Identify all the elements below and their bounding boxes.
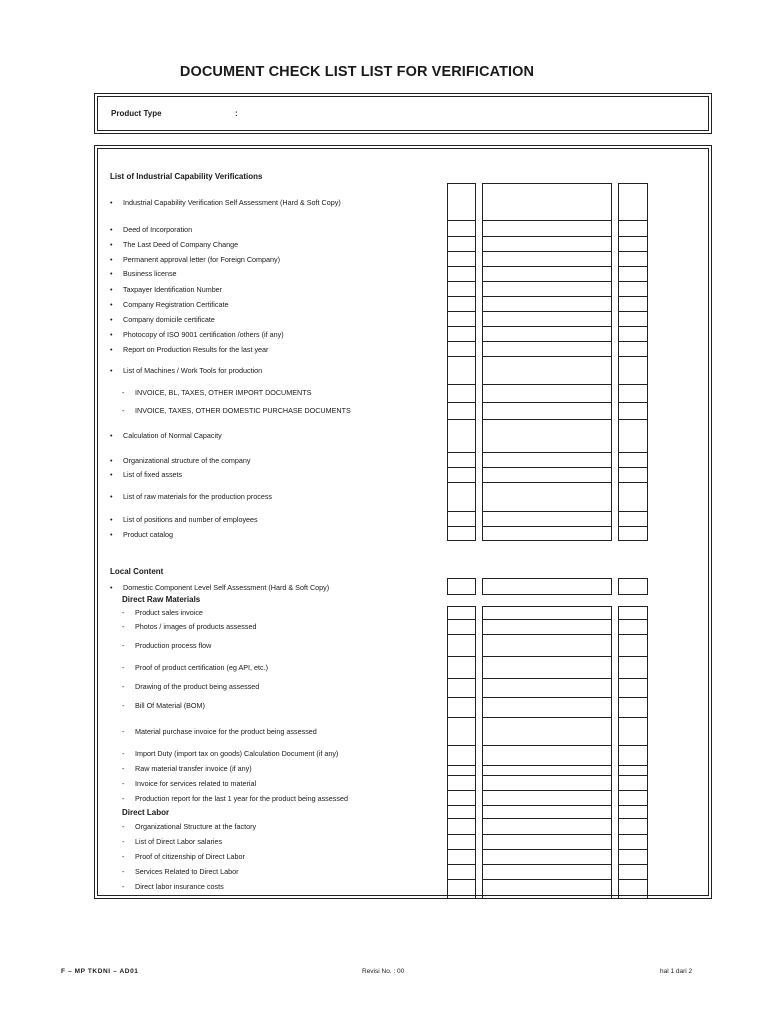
checkbox-row-divider bbox=[447, 341, 476, 342]
checkbox-row-divider bbox=[482, 678, 612, 679]
checkbox-row-divider bbox=[618, 619, 648, 620]
checkbox-row-divider bbox=[618, 266, 648, 267]
checkbox-row-divider bbox=[447, 849, 476, 850]
checklist-item bbox=[110, 255, 280, 264]
checkbox-row-divider bbox=[618, 790, 648, 791]
item-text: List of fixed assets bbox=[123, 470, 183, 479]
checklist-subitem bbox=[122, 794, 348, 803]
checklist-item bbox=[110, 583, 329, 592]
checkbox-row-divider bbox=[447, 482, 476, 483]
checkbox-row-divider bbox=[482, 656, 612, 657]
checkbox-row-divider bbox=[618, 236, 648, 237]
checkbox-row-divider bbox=[447, 656, 476, 657]
checklist-item bbox=[110, 492, 272, 501]
checkbox-row-divider bbox=[447, 805, 476, 806]
item-text: List of raw materials for the production process bbox=[123, 492, 273, 501]
checklist-subitem bbox=[122, 641, 211, 650]
checkbox-row-divider bbox=[482, 467, 612, 468]
bullet-marker: • bbox=[110, 530, 113, 539]
checkbox-row-divider bbox=[618, 341, 648, 342]
bullet-marker: • bbox=[110, 456, 113, 465]
item-text: Company domicile certificate bbox=[123, 315, 215, 324]
checklist-subitem bbox=[122, 852, 245, 861]
dash-marker: - bbox=[122, 388, 125, 397]
checkbox-row-divider bbox=[618, 879, 648, 880]
checkbox-row-divider bbox=[447, 251, 476, 252]
checkbox-row-divider bbox=[482, 697, 612, 698]
checkbox-row-divider bbox=[482, 419, 612, 420]
bullet-marker: • bbox=[110, 240, 113, 249]
checkbox-row-divider bbox=[447, 790, 476, 791]
item-text: The Last Deed of Company Change bbox=[123, 240, 239, 249]
dash-marker: - bbox=[122, 852, 125, 861]
item-text: Material purchase invoice for the product being assessed bbox=[135, 727, 317, 736]
checkbox-row-divider bbox=[482, 834, 612, 835]
bullet-marker: • bbox=[110, 330, 113, 339]
checkbox-row-divider bbox=[482, 717, 612, 718]
checklist-subitem bbox=[122, 682, 259, 691]
checkbox-row-divider bbox=[618, 402, 648, 403]
checkbox-row-divider bbox=[482, 220, 612, 221]
checkbox-row-divider bbox=[618, 526, 648, 527]
checkbox-row-divider bbox=[447, 236, 476, 237]
item-text: Permanent approval letter (for Foreign Company) bbox=[123, 255, 280, 264]
product-type-colon: : bbox=[235, 109, 238, 118]
bullet-marker: • bbox=[110, 300, 113, 309]
bullet-marker: • bbox=[110, 583, 113, 592]
checkbox-row-divider bbox=[482, 775, 612, 776]
dash-marker: - bbox=[122, 867, 125, 876]
checkbox-row-divider bbox=[482, 818, 612, 819]
checkbox-row-divider bbox=[447, 775, 476, 776]
item-text: List of positions and number of employees bbox=[123, 515, 258, 524]
dash-marker: - bbox=[122, 622, 125, 631]
checkbox-column bbox=[482, 578, 612, 595]
bullet-marker: • bbox=[110, 366, 113, 375]
item-text: Calculation of Normal Capacity bbox=[123, 431, 222, 440]
item-text: Product catalog bbox=[123, 530, 173, 539]
checkbox-row-divider bbox=[618, 656, 648, 657]
checklist-item bbox=[110, 285, 222, 294]
item-text: Proof of product certification (eg API, etc.) bbox=[135, 663, 269, 672]
checkbox-row-divider bbox=[618, 864, 648, 865]
checkbox-row-divider bbox=[482, 765, 612, 766]
item-text: Production process flow bbox=[135, 641, 212, 650]
bullet-marker: • bbox=[110, 285, 113, 294]
checkbox-row-divider bbox=[447, 526, 476, 527]
checklist-subitem bbox=[122, 622, 256, 631]
item-text: Report on Production Results for the last year bbox=[123, 345, 269, 354]
checkbox-row-divider bbox=[482, 296, 612, 297]
dash-marker: - bbox=[122, 882, 125, 891]
checkbox-row-divider bbox=[482, 341, 612, 342]
checkbox-row-divider bbox=[618, 467, 648, 468]
checklist-item bbox=[110, 330, 284, 339]
checkbox-row-divider bbox=[618, 482, 648, 483]
checkbox-row-divider bbox=[618, 511, 648, 512]
dash-marker: - bbox=[122, 779, 125, 788]
checkbox-row-divider bbox=[618, 384, 648, 385]
item-text: Photocopy of ISO 9001 certification /others (if any) bbox=[123, 330, 284, 339]
page-number: hal 1 dari 2 bbox=[660, 968, 693, 975]
dash-marker: - bbox=[122, 837, 125, 846]
checklist-subitem bbox=[122, 749, 338, 758]
checkbox-row-divider bbox=[447, 266, 476, 267]
checkbox-row-divider bbox=[447, 296, 476, 297]
industrial-section-header: List of Industrial Capability Verifications bbox=[110, 172, 263, 181]
checkbox-row-divider bbox=[618, 281, 648, 282]
checkbox-row-divider bbox=[618, 765, 648, 766]
checkbox-row-divider bbox=[447, 356, 476, 357]
checkbox-row-divider bbox=[482, 879, 612, 880]
revision-number: Revisi No. : 00 bbox=[362, 968, 405, 975]
checklist-item bbox=[110, 366, 262, 375]
checklist-subitem bbox=[122, 727, 317, 736]
checkbox-row-divider bbox=[447, 834, 476, 835]
checkbox-row-divider bbox=[482, 281, 612, 282]
checklist-subitem bbox=[122, 764, 252, 773]
checkbox-row-divider bbox=[482, 482, 612, 483]
dash-marker: - bbox=[122, 608, 125, 617]
item-text: Organizational structure of the company bbox=[123, 456, 251, 465]
checkbox-row-divider bbox=[447, 678, 476, 679]
checklist-subitem bbox=[122, 779, 256, 788]
item-text: Domestic Component Level Self Assessment (Hard & Soft Copy) bbox=[123, 583, 330, 592]
checkbox-row-divider bbox=[618, 834, 648, 835]
checkbox-row-divider bbox=[447, 452, 476, 453]
checkbox-row-divider bbox=[482, 402, 612, 403]
checkbox-row-divider bbox=[447, 384, 476, 385]
checklist-item bbox=[110, 225, 192, 234]
checkbox-row-divider bbox=[447, 765, 476, 766]
checkbox-row-divider bbox=[447, 511, 476, 512]
bullet-marker: • bbox=[110, 225, 113, 234]
item-text: Import Duty (import tax on goods) Calculation Document (if any) bbox=[135, 749, 339, 758]
dash-marker: - bbox=[122, 764, 125, 773]
bullet-marker: • bbox=[110, 492, 113, 501]
checkbox-row-divider bbox=[618, 251, 648, 252]
dash-marker: - bbox=[122, 641, 125, 650]
checkbox-row-divider bbox=[618, 775, 648, 776]
checkbox-row-divider bbox=[447, 467, 476, 468]
checkbox-row-divider bbox=[447, 220, 476, 221]
checkbox-row-divider bbox=[482, 805, 612, 806]
checkbox-row-divider bbox=[618, 356, 648, 357]
checkbox-row-divider bbox=[482, 526, 612, 527]
item-text: Photos / images of products assessed bbox=[135, 622, 257, 631]
dash-marker: - bbox=[122, 663, 125, 672]
checkbox-row-divider bbox=[618, 311, 648, 312]
item-text: Deed of Incorporation bbox=[123, 225, 193, 234]
product-type-label: Product Type bbox=[111, 109, 162, 118]
item-text: Organizational Structure at the factory bbox=[135, 822, 257, 831]
checkbox-row-divider bbox=[447, 717, 476, 718]
item-text: Production report for the last 1 year for the product being assessed bbox=[135, 794, 348, 803]
checkbox-column bbox=[482, 606, 612, 899]
bullet-marker: • bbox=[110, 470, 113, 479]
checklist-item bbox=[110, 240, 238, 249]
item-text: Taxpayer Identification Number bbox=[123, 285, 223, 294]
checkbox-row-divider bbox=[618, 805, 648, 806]
item-text: Business license bbox=[123, 269, 177, 278]
checklist-item bbox=[110, 315, 215, 324]
item-text: Industrial Capability Verification Self Assessment (Hard & Soft Copy) bbox=[123, 198, 341, 207]
checkbox-row-divider bbox=[447, 879, 476, 880]
checkbox-column bbox=[618, 578, 648, 595]
checklist-subitem bbox=[122, 663, 268, 672]
dash-marker: - bbox=[122, 406, 125, 415]
checkbox-row-divider bbox=[482, 849, 612, 850]
item-text: Raw material transfer invoice (if any) bbox=[135, 764, 252, 773]
checklist-subitem bbox=[122, 822, 256, 831]
bullet-marker: • bbox=[110, 345, 113, 354]
checkbox-row-divider bbox=[482, 864, 612, 865]
bullet-marker: • bbox=[110, 255, 113, 264]
checkbox-row-divider bbox=[482, 384, 612, 385]
item-text: Company Registration Certificate bbox=[123, 300, 229, 309]
checkbox-row-divider bbox=[447, 818, 476, 819]
checklist-item bbox=[110, 300, 228, 309]
item-text: Invoice for services related to material bbox=[135, 779, 257, 788]
checkbox-row-divider bbox=[618, 296, 648, 297]
item-text: List of Machines / Work Tools for production bbox=[123, 366, 263, 375]
checklist-subitem bbox=[122, 388, 311, 397]
checkbox-row-divider bbox=[618, 678, 648, 679]
item-text: Drawing of the product being assessed bbox=[135, 682, 260, 691]
dash-marker: - bbox=[122, 794, 125, 803]
checkbox-row-divider bbox=[618, 697, 648, 698]
checklist-subitem bbox=[122, 608, 203, 617]
checkbox-row-divider bbox=[447, 745, 476, 746]
bullet-marker: • bbox=[110, 198, 113, 207]
bullet-marker: • bbox=[110, 315, 113, 324]
direct-labor-header: Direct Labor bbox=[122, 808, 170, 817]
checkbox-row-divider bbox=[482, 326, 612, 327]
checkbox-row-divider bbox=[482, 634, 612, 635]
checkbox-row-divider bbox=[482, 745, 612, 746]
checkbox-column bbox=[447, 578, 476, 595]
checklist-subitem bbox=[122, 867, 238, 876]
checklist-item bbox=[110, 431, 222, 440]
checklist-item bbox=[110, 470, 182, 479]
checkbox-row-divider bbox=[618, 419, 648, 420]
checklist-item bbox=[110, 456, 250, 465]
checkbox-row-divider bbox=[447, 619, 476, 620]
item-text: INVOICE, BL, TAXES, OTHER IMPORT DOCUMENTS bbox=[135, 388, 312, 397]
form-code: F – MP TKDNI – AD01 bbox=[61, 968, 139, 975]
checkbox-row-divider bbox=[618, 452, 648, 453]
checkbox-row-divider bbox=[618, 745, 648, 746]
checkbox-row-divider bbox=[618, 634, 648, 635]
dash-marker: - bbox=[122, 701, 125, 710]
checkbox-row-divider bbox=[482, 266, 612, 267]
checkbox-row-divider bbox=[482, 511, 612, 512]
checkbox-column bbox=[447, 606, 476, 899]
checkbox-row-divider bbox=[482, 790, 612, 791]
direct-raw-materials-header: Direct Raw Materials bbox=[122, 595, 201, 604]
checkbox-row-divider bbox=[447, 281, 476, 282]
bullet-marker: • bbox=[110, 515, 113, 524]
checkbox-row-divider bbox=[618, 717, 648, 718]
checkbox-column bbox=[618, 606, 648, 899]
checklist-item bbox=[110, 198, 341, 207]
checklist-item bbox=[110, 345, 268, 354]
checklist-item bbox=[110, 269, 177, 278]
checklist-subitem bbox=[122, 406, 351, 415]
checkbox-row-divider bbox=[447, 864, 476, 865]
bullet-marker: • bbox=[110, 269, 113, 278]
local-content-header: Local Content bbox=[110, 567, 164, 576]
checkbox-row-divider bbox=[618, 326, 648, 327]
checkbox-row-divider bbox=[447, 326, 476, 327]
dash-marker: - bbox=[122, 682, 125, 691]
item-text: Services Related to Direct Labor bbox=[135, 867, 239, 876]
checklist-item bbox=[110, 530, 173, 539]
checklist-item bbox=[110, 515, 258, 524]
checklist-subitem bbox=[122, 837, 222, 846]
product-type-box bbox=[94, 93, 712, 134]
bullet-marker: • bbox=[110, 431, 113, 440]
checkbox-row-divider bbox=[447, 311, 476, 312]
checkbox-row-divider bbox=[447, 697, 476, 698]
checkbox-row-divider bbox=[618, 818, 648, 819]
checkbox-row-divider bbox=[618, 220, 648, 221]
dash-marker: - bbox=[122, 727, 125, 736]
item-text: INVOICE, TAXES, OTHER DOMESTIC PURCHASE DOCUMENTS bbox=[135, 406, 351, 415]
checklist-subitem bbox=[122, 701, 205, 710]
checkbox-row-divider bbox=[482, 452, 612, 453]
item-text: Product sales invoice bbox=[135, 608, 203, 617]
checkbox-row-divider bbox=[482, 311, 612, 312]
checkbox-row-divider bbox=[447, 419, 476, 420]
checkbox-row-divider bbox=[482, 251, 612, 252]
dash-marker: - bbox=[122, 822, 125, 831]
checklist-subitem bbox=[122, 882, 224, 891]
dash-marker: - bbox=[122, 749, 125, 758]
checkbox-row-divider bbox=[482, 236, 612, 237]
document-title: DOCUMENT CHECK LIST LIST FOR VERIFICATION bbox=[179, 64, 535, 80]
item-text: Bill Of Material (BOM) bbox=[135, 701, 205, 710]
checkbox-row-divider bbox=[482, 619, 612, 620]
checkbox-row-divider bbox=[482, 356, 612, 357]
checkbox-row-divider bbox=[618, 849, 648, 850]
item-text: Proof of citizenship of Direct Labor bbox=[135, 852, 245, 861]
item-text: Direct labor insurance costs bbox=[135, 882, 224, 891]
checkbox-row-divider bbox=[447, 634, 476, 635]
item-text: List of Direct Labor salaries bbox=[135, 837, 223, 846]
checkbox-row-divider bbox=[447, 402, 476, 403]
